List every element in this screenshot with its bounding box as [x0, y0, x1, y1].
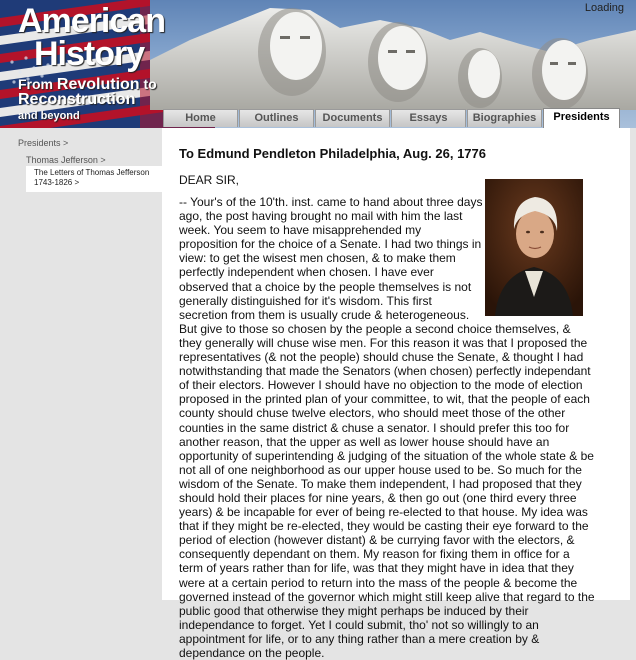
tab-essays[interactable]: Essays	[391, 109, 466, 127]
tab-home[interactable]: Home	[163, 109, 238, 127]
sidebar-current-line2: 1743-1826 >	[34, 178, 80, 187]
right-margin	[630, 128, 636, 600]
tab-documents[interactable]: Documents	[315, 109, 390, 127]
letter-body	[179, 195, 595, 660]
sidebar-link-presidents[interactable]: Presidents >	[18, 138, 69, 148]
logo-to: to	[143, 76, 157, 92]
logo-line-history: History	[34, 35, 145, 73]
tab-outlines[interactable]: Outlines	[239, 109, 314, 127]
logo-revolution: Revolution	[56, 76, 140, 93]
sidebar-nav	[0, 128, 162, 600]
tab-biographies[interactable]: Biographies	[467, 109, 542, 127]
mount-rushmore-graphic	[150, 0, 636, 110]
letter-body-text: -- Your's of the 10'th. inst. came to hand about three days ago, the post having brought no mail with him the last week. You seem to have misapprehended my proposition for the choice of a Senate. I had two things in view: to get the wisest men chosen, & to make them perfectly independent when chosen. I have ever observed that a choice by the people themselves is not generally distinguished for it's wisdom. This first secretion from them is usually crude & heterogeneous. But give to those so chosen by the people a second choice themselves, & they generally will chuse wise men. For this reason it was that I proposed the representatives (& not the people) should chuse the Senate, & thought I had notwithstanding that made the Senators (when chosen) perfectly independant of their electors. However I should have no objection to the mode of election proposed in the printed plan of your committee, to wit, that the people of each county should chuse twelve electors, who should meet those of the other counties in the same district & chuse a senator. I should prefer this too for another reason, that the upper as well as lower house should have an opportunity of superintending & judging of the situation of the whole state & be not all of one neighborhood as our upper house used to be. So much for the wisdom of the Senate. To make them independent, I had proposed that they should hold their places for nine years, & then go out (one third every three years) & be incapable for ever of being re-elected to that house. My idea was that if they might be re-elected, they would be casting their eye forward to the period of election (however distant) & be currying favor with the electors, & consequently dependant on them. My reason for fixing them in office for a term of years rather than for life, was that they might have in idea that they were at a certain period to return into the mass of the people & become the governed instead of the governor which might still keep alive that regard to the public good that otherwise they might perhaps be induced by their independance to forget. Yet I could submit, tho' not so willingly to an appointment for life, or to any thing rather than a mere creation by & dependance on the people.	[179, 195, 595, 660]
logo-from: From	[18, 76, 53, 92]
letter-salutation: DEAR SIR,	[179, 173, 240, 187]
sidebar-current-line1: The Letters of Thomas Jefferson	[34, 168, 150, 177]
sidebar-link-letters-of-jefferson[interactable]	[26, 166, 162, 192]
loading-indicator: Loading	[584, 2, 624, 14]
letter-title: To Edmund Pendleton Philadelphia, Aug. 26, 1776	[179, 146, 486, 161]
site-header	[0, 0, 636, 128]
main-nav-tabs	[163, 109, 621, 128]
logo-reconstruction: Reconstruction	[18, 91, 136, 108]
logo-and-beyond: and beyond	[18, 110, 80, 122]
sidebar-link-thomas-jefferson[interactable]: Thomas Jefferson >	[26, 155, 106, 165]
portrait-float-spacer	[483, 195, 595, 316]
main-content	[162, 128, 630, 660]
logo-line-american: American	[18, 2, 165, 40]
tab-presidents[interactable]: Presidents	[543, 108, 620, 128]
